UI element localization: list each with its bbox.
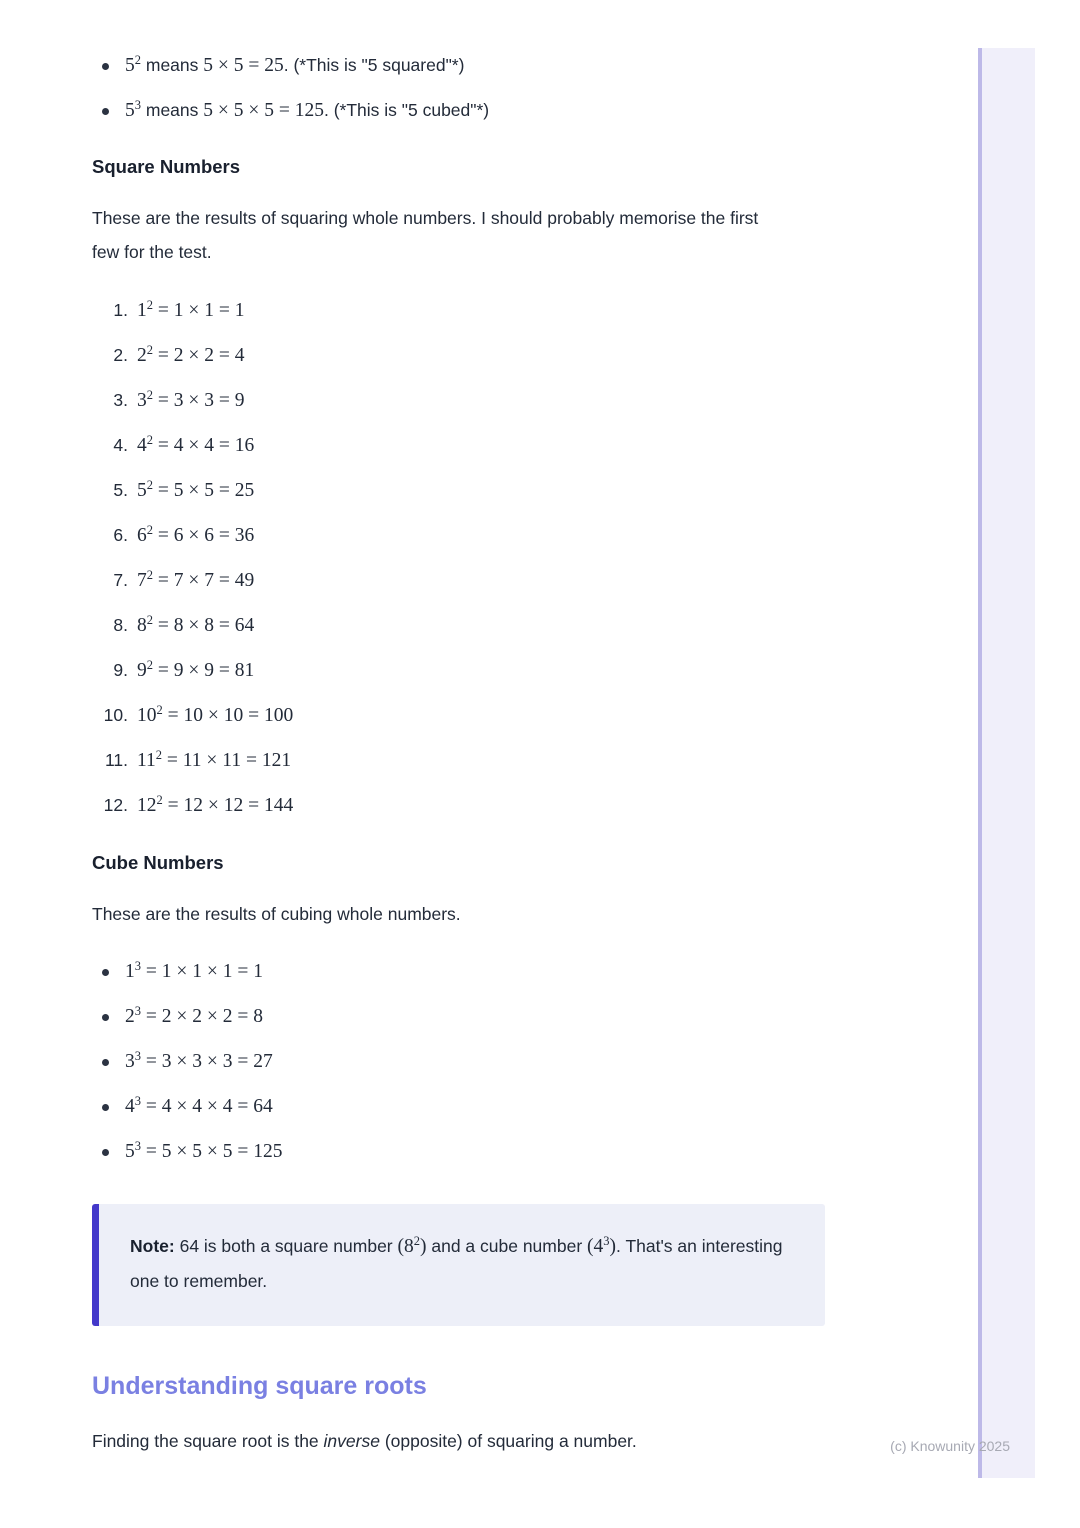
list-marker: 9.: [113, 660, 128, 680]
square-numbers-intro: These are the results of squaring whole numbers. I should probably memorise the first few for the test.: [92, 208, 759, 262]
math-expression: $12^2 = 12 \times 12 = 144$: [137, 793, 294, 816]
note-text: 64 is both a square number: [174, 1236, 398, 1256]
bullet-icon: [102, 1104, 109, 1111]
math-expression: $8^2 = 8 \times 8 = 64$: [137, 613, 255, 636]
math-expression: $4^2 = 4 \times 4 = 16$: [137, 433, 255, 456]
bullet-icon: [102, 1014, 109, 1021]
note-text: . That's an interesting one to remember.: [130, 1236, 783, 1291]
list-item: [92, 295, 832, 326]
list-item: [92, 700, 832, 731]
list-marker: 11.: [104, 750, 128, 770]
math-expression: $9^2 = 9 \times 9 = 81$: [137, 658, 255, 681]
cube-numbers-heading: Cube Numbers: [92, 852, 224, 873]
list-item: [92, 957, 832, 988]
list-item: [92, 1137, 832, 1168]
math-expression: $1^2 = 1 \times 1 = 1$: [137, 298, 245, 321]
math-expression: $6^2 = 6 \times 6 = 36$: [137, 523, 255, 546]
math-expression: $4^3 = 4 \times 4 \times 4 = 64$: [125, 1094, 273, 1117]
math-expression: $5^2 = 5 \times 5 = 25$: [137, 478, 255, 501]
list-item: [92, 52, 832, 80]
bullet-icon: [102, 969, 109, 976]
math-expression: $2^3 = 2 \times 2 \times 2 = 8$: [125, 1004, 263, 1027]
math-expression: $(4^3)$: [587, 1234, 617, 1257]
math-expression: $2^2 = 2 \times 2 = 4$: [137, 343, 245, 366]
list-item: [92, 565, 832, 596]
math-expression: $5^3 = 5 \times 5 \times 5 = 125$: [125, 1139, 283, 1162]
list-marker: 4.: [113, 435, 128, 455]
math-expression: $3^2 = 3 \times 3 = 9$: [137, 388, 245, 411]
list-item: [92, 340, 832, 371]
bullet-text: means: [141, 100, 204, 120]
bullet-text: . (*This is "5 cubed"*): [324, 100, 490, 120]
bullet-icon: [102, 1149, 109, 1156]
list-item: [92, 790, 832, 821]
math-expression: $10^2 = 10 \times 10 = 100$: [137, 703, 294, 726]
list-marker: 10.: [103, 705, 128, 725]
square-roots-intro: Finding the square root is the inverse (opposite) of squaring a number.: [92, 1431, 637, 1451]
list-item: [92, 97, 832, 125]
math-expression: $11^2 = 11 \times 11 = 121$: [137, 748, 292, 771]
math-expression: $(8^2)$: [397, 1234, 427, 1257]
bullet-text: . (*This is "5 squared"*): [283, 55, 465, 75]
bullet-icon: [102, 1059, 109, 1066]
math-expression: $3^3 = 3 \times 3 \times 3 = 27$: [125, 1049, 273, 1072]
bullet-text: means: [141, 55, 204, 75]
copyright-watermark: (c) Knowunity 2025: [890, 1438, 1010, 1454]
square-roots-heading: Understanding square roots: [92, 1372, 427, 1400]
note-text: and a cube number: [426, 1236, 588, 1256]
list-item: [92, 430, 832, 461]
emphasized-word: inverse: [323, 1431, 380, 1451]
list-item: [92, 1047, 832, 1078]
square-numbers-heading: Square Numbers: [92, 156, 241, 177]
list-item: [92, 745, 832, 776]
list-marker: 2.: [113, 345, 128, 365]
square-numbers-list: [92, 295, 832, 821]
note-callout: [92, 1204, 825, 1326]
list-item: [92, 1002, 832, 1033]
list-marker: 3.: [113, 390, 128, 410]
list-marker: 5.: [113, 480, 128, 500]
page-edge-strip: [978, 48, 1035, 1478]
list-marker: 12.: [103, 795, 128, 815]
list-marker: 6.: [113, 525, 128, 545]
bullet-icon: [102, 63, 109, 70]
cube-numbers-list: [92, 957, 832, 1168]
math-expression: $5^2$: [125, 53, 141, 76]
list-item: [92, 385, 832, 416]
document-content: [92, 0, 832, 1458]
note-label: Note:: [130, 1236, 175, 1256]
list-marker: 7.: [113, 570, 128, 590]
intro-bullet-list: [92, 52, 832, 125]
list-item: [92, 520, 832, 551]
list-item: [92, 655, 832, 686]
math-expression: 5 × 5 = 25: [203, 55, 284, 76]
list-item: [92, 610, 832, 641]
list-item: [92, 475, 832, 506]
cube-numbers-intro: These are the results of cubing whole numbers.: [92, 904, 461, 924]
list-item: [92, 1092, 832, 1123]
bullet-icon: [102, 108, 109, 115]
math-expression: $7^2 = 7 \times 7 = 49$: [137, 568, 255, 591]
math-expression: $5^3$: [125, 98, 141, 121]
math-expression: 5 × 5 × 5 = 125: [203, 100, 324, 121]
math-expression: $1^3 = 1 \times 1 \times 1 = 1$: [125, 959, 263, 982]
list-marker: 1.: [113, 300, 128, 320]
list-marker: 8.: [113, 615, 128, 635]
